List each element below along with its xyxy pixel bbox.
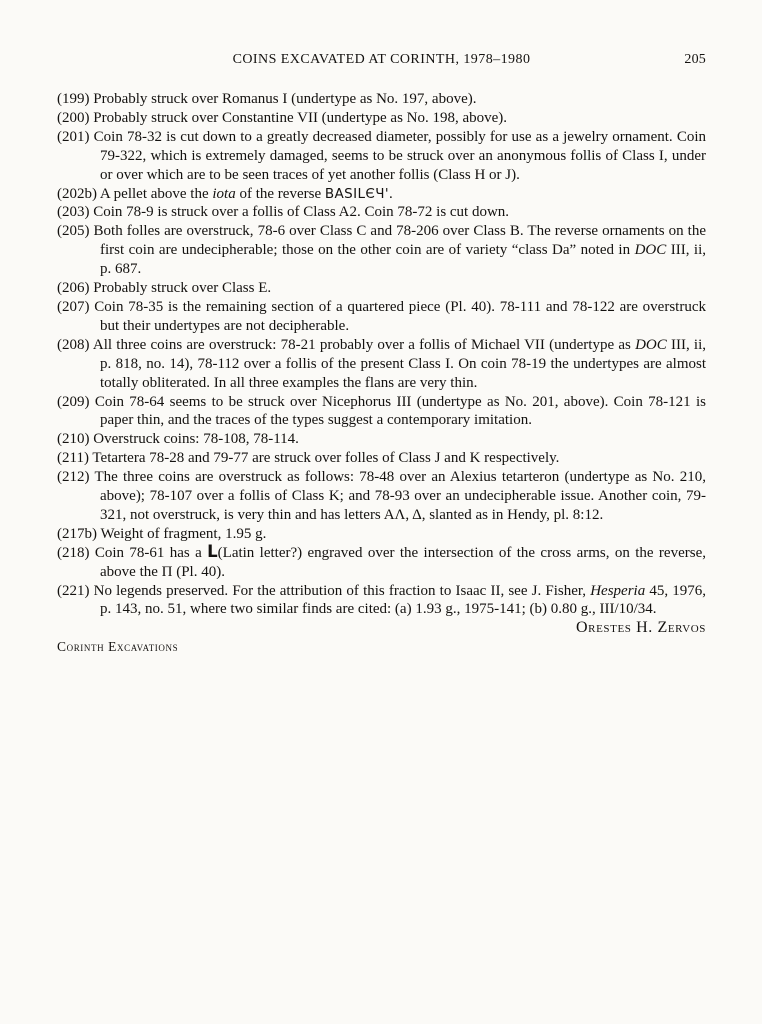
entry-text: III, ii, p. 818, no. 14), 78-112 over a follis of the present Class I. On coin 78-19 the undertypes are almost totally obliterated. In all three examples the flans are very thin. [100,336,707,391]
footnote-entry [57,336,706,393]
entry-text: Tetartera 78-28 and 79-77 are struck over folles of Class J and K respectively. [92,450,560,467]
footnote-entry [57,430,706,449]
entry-number: (208) [57,336,93,353]
entry-text: Probably struck over Constantine VII (undertype as No. 198, above). [93,109,508,126]
author-signature: Orestes H. Zervos [576,619,706,637]
entry-text: No legends preserved. For the attribution of this fraction to Isaac II, see J. Fisher, [93,582,591,599]
footnote-entry [57,449,706,468]
entry-number: (212) [57,469,95,486]
entry-text-italic: DOC [634,242,667,259]
footnotes-section [57,90,706,619]
footnote-entry [57,185,706,204]
entry-text: Coin 78-64 seems to be struck over Nicephorus III (undertype as No. 201, above). Coin 78-121 is paper thin, and the traces of the types suggest a contemporary imitation. [94,393,706,429]
entry-number: (209) [57,393,95,410]
entry-text-engraved-letter: L [207,541,218,561]
entry-text: Coin 78-61 has a [94,544,208,561]
entry-text: Probably struck over Class E. [93,280,272,297]
entry-text: Coin 78-9 is struck over a follis of Class A2. Coin 78-72 is cut down. [93,204,510,221]
entry-text-italic: iota [212,185,236,202]
footnote-entry [57,279,706,298]
footnote-entry [57,109,706,128]
entry-number: (202b) [57,185,100,202]
entry-text: . [389,185,393,202]
running-title: COINS EXCAVATED AT CORINTH, 1978–1980 [232,52,531,67]
entry-number: (221) [57,582,94,599]
entry-number: (200) [57,109,94,126]
entry-number: (205) [57,223,94,240]
entry-text: (Latin letter?) engraved over the intersection of the cross arms, on the reverse, above the Π (Pl. 40). [100,544,706,580]
entry-number: (206) [57,280,94,297]
entry-text-italic: Hesperia [590,582,646,599]
entry-number: (210) [57,431,94,448]
entry-text-coin-legend: BASILЄЧ' [324,185,390,202]
entry-text: Overstruck coins: 78-108, 78-114. [93,431,299,448]
entry-text: All three coins are overstruck: 78-21 probably over a follis of Michael VII (undertype as [92,336,636,353]
entry-text: Coin 78-32 is cut down to a greatly decreased diameter, possibly for use as a jewelry ornament. Coin 79-322, which is extremely damaged, seems to be struck over an anonymous follis of Class I, under or over which are to be seen traces of yet another follis (Class H or J). [93,128,706,183]
footnote-entry [57,541,706,582]
author-affiliation: Corinth Excavations [57,639,179,655]
entry-number: (203) [57,204,94,221]
text-column [57,90,706,657]
entry-text-italic: DOC [635,336,667,353]
entry-number: (218) [57,544,95,561]
entry-text: The three coins are overstruck as follows: 78-48 over an Alexius tetarteron (undertype as No. 210, above); 78-107 over a follis of Class K; and 78-93 over an undecipherable issue. Another coin, 79-321, not overstruck, is very thin and has letters AΛ, Δ, slanted as in Hendy, pl. 8:12. [94,469,706,523]
entry-number: (211) [57,450,93,467]
entry-text: A pellet above the [99,185,213,202]
entry-number: (199) [57,91,94,107]
footnote-entry [57,525,706,544]
entry-text: of the reverse [235,185,325,202]
footnote-entry [57,298,706,336]
entry-number: (207) [57,298,95,315]
entry-number: (217b) [57,525,101,542]
page-number: 205 [684,52,706,67]
footnote-entry [57,468,706,525]
page-header [57,52,706,68]
entry-text: Both folles are overstruck, 78-6 over Class C and 78-206 over Class B. The reverse ornaments on the first coin are undecipherable; those on the other coin are of variety “class Da” noted in [93,223,707,259]
entry-text: III, ii, p. 687. [100,242,707,278]
footnote-entry [57,203,706,222]
entry-text: Coin 78-35 is the remaining section of a quartered piece (Pl. 40). 78-111 and 78-122 are overstruck but their undertypes are not decipherable. [94,298,706,334]
entry-text: Weight of fragment, 1.95 g. [100,525,267,542]
footnote-entry [57,128,706,185]
footnote-entry [57,582,706,620]
entry-text: 45, 1976, p. 143, no. 51, where two similar finds are cited: (a) 1.93 g., 1975-141; (b) 0.80 g., III/10/34. [100,582,707,618]
footnote-entry [57,222,706,279]
entry-text: Probably struck over Romanus I (undertype as No. 197, above). [93,91,477,107]
footnote-entry [57,393,706,431]
footnote-entry [57,90,706,109]
entry-number: (201) [57,128,94,145]
